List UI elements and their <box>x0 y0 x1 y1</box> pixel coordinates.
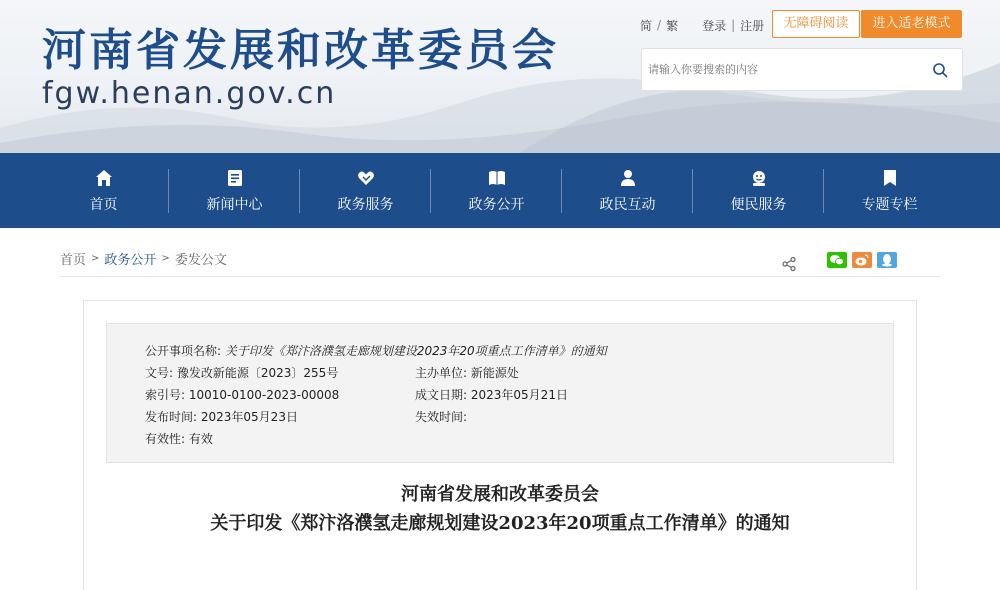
accessibility-button[interactable]: 无障碍阅读 <box>772 10 860 38</box>
meta-doc-no <box>145 364 338 382</box>
top-links <box>640 16 764 34</box>
nav-label: 新闻中心 <box>206 196 263 213</box>
breadcrumb-home[interactable]: 首页 <box>60 253 87 268</box>
nav-item-news[interactable] <box>169 153 300 228</box>
meta-created <box>415 386 568 404</box>
home-icon <box>94 168 114 188</box>
document-title <box>140 480 860 538</box>
breadcrumb-divider <box>60 276 940 277</box>
nav-item-special[interactable] <box>824 153 955 228</box>
login-separator: | <box>731 18 736 32</box>
document-title-line2: 关于印发《郑汴洛濮氢走廊规划建设2023年20项重点工作清单》的通知 <box>210 513 790 534</box>
main-nav <box>0 153 1000 228</box>
bookmark-icon <box>880 168 900 188</box>
social-share-group <box>827 252 897 268</box>
meta-value: 新能源处 <box>470 366 519 380</box>
lang-separator: / <box>657 18 662 32</box>
search-icon[interactable] <box>932 62 948 78</box>
breadcrumb-current[interactable]: 委发公文 <box>174 253 227 268</box>
meta-label: 主办单位: <box>415 366 468 380</box>
meta-value: 2023年05月21日 <box>470 388 568 402</box>
user-icon <box>618 168 638 188</box>
search-input[interactable] <box>648 49 918 90</box>
meta-validity <box>145 430 213 448</box>
meta-label: 公开事项名称: <box>145 344 222 358</box>
meta-value: 关于印发《郑汴洛濮氢走廊规划建设2023年20项重点工作清单》的通知 <box>224 344 607 358</box>
breadcrumb-arrow: > <box>91 253 100 264</box>
nav-item-interaction[interactable] <box>562 153 693 228</box>
search-box <box>641 48 963 91</box>
site-header <box>0 0 1000 153</box>
meta-label: 索引号: <box>145 388 186 402</box>
lang-simplified-link[interactable]: 简 <box>640 18 653 33</box>
meta-value: 2023年05月23日 <box>200 410 298 424</box>
register-link[interactable]: 注册 <box>740 18 765 33</box>
share-icon[interactable] <box>781 256 797 272</box>
weibo-icon[interactable] <box>852 252 872 268</box>
meta-label: 文号: <box>145 366 174 380</box>
meta-label: 成文日期: <box>415 388 468 402</box>
login-link[interactable]: 登录 <box>702 18 727 33</box>
meta-label: 有效性: <box>145 432 186 446</box>
breadcrumb <box>60 249 227 268</box>
meta-value: 有效 <box>188 432 213 446</box>
breadcrumb-arrow: > <box>161 253 170 264</box>
meta-value: 豫发改新能源〔2023〕255号 <box>176 366 339 380</box>
nav-label: 专题专栏 <box>861 196 918 213</box>
document-title-line1: 河南省发展和改革委员会 <box>401 484 599 505</box>
meta-expire <box>415 408 467 426</box>
nav-item-convenience[interactable] <box>693 153 824 228</box>
lang-traditional-link[interactable]: 繁 <box>666 18 679 33</box>
elder-mode-button[interactable]: 进入适老模式 <box>861 10 962 38</box>
nav-item-gov-open[interactable] <box>431 153 562 228</box>
qq-icon[interactable] <box>877 252 897 268</box>
document-icon <box>225 168 245 188</box>
meta-label: 发布时间: <box>145 410 198 424</box>
nav-label: 政务服务 <box>337 196 394 213</box>
wechat-icon[interactable] <box>827 252 847 268</box>
document-meta-box <box>106 323 894 463</box>
handshake-icon <box>356 168 376 188</box>
nav-label: 首页 <box>89 196 118 213</box>
nav-item-home[interactable] <box>38 153 169 228</box>
nav-item-gov-service[interactable] <box>300 153 431 228</box>
meta-published <box>145 408 298 426</box>
meta-item-name <box>145 342 607 360</box>
site-url[interactable]: fgw.henan.gov.cn <box>42 76 337 111</box>
nav-label: 便民服务 <box>730 196 787 213</box>
meta-index <box>145 386 339 404</box>
meta-host <box>415 364 519 382</box>
meta-label: 失效时间: <box>415 410 468 424</box>
site-title[interactable]: 河南省发展和改革委员会 <box>42 25 559 76</box>
nav-label: 政务公开 <box>468 196 525 213</box>
book-icon <box>487 168 507 188</box>
nav-label: 政民互动 <box>599 196 656 213</box>
breadcrumb-gov-open[interactable]: 政务公开 <box>104 253 157 268</box>
service-icon <box>749 168 769 188</box>
meta-value: 10010-0100-2023-00008 <box>188 388 340 402</box>
